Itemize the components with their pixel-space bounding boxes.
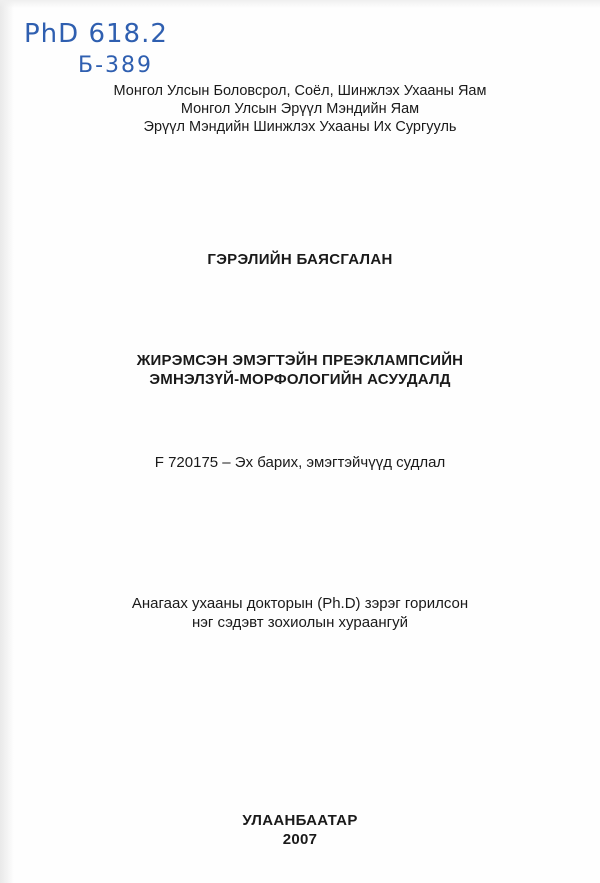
degree-statement (0, 594, 600, 632)
scan-edge-top (0, 0, 600, 8)
imprint (0, 811, 600, 849)
imprint-city: УЛААНБААТАР (242, 812, 358, 829)
handwritten-call-number-line1: PhD 618.2 (24, 19, 168, 49)
institutions-block (0, 82, 600, 136)
thesis-title (0, 351, 600, 389)
degree-statement-line2: нэг сэдэвт зохиолын хураангуй (191, 614, 409, 631)
thesis-title-line2: ЭМНЭЛЗҮЙ-МОРФОЛОГИЙН АСУУДАЛД (149, 371, 451, 388)
handwritten-call-number (22, 12, 182, 82)
imprint-year: 2007 (282, 831, 318, 848)
author-name: ГЭРЭЛИЙН БАЯСГАЛАН (207, 251, 393, 268)
handwritten-call-number-line2: Б-389 (78, 53, 154, 78)
institution-ministry-health: Монгол Улсын Эрүүл Мэндийн Яам (180, 101, 420, 117)
thesis-title-line1: ЖИРЭМСЭН ЭМЭГТЭЙН ПРЕЭКЛАМПСИЙН (136, 352, 464, 369)
degree-statement-line1: Анагаах ухааны докторын (Ph.D) зэрэг горилсон (131, 595, 469, 612)
institution-university: Эрүүл Мэндийн Шинжлэх Ухааны Их Сургууль (143, 119, 457, 135)
specialty-code: F 720175 – Эх барих, эмэгтэйчүүд судлал (154, 454, 446, 471)
institution-ministry-education: Монгол Улсын Боловсрол, Соёл, Шинжлэх Ухааны Яам (113, 83, 487, 99)
